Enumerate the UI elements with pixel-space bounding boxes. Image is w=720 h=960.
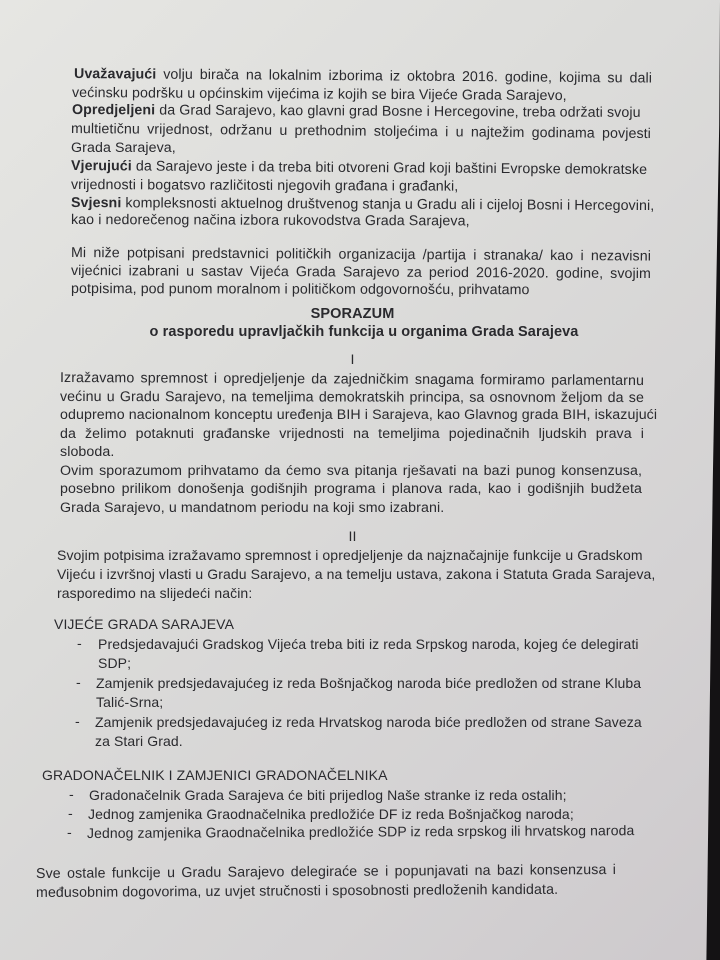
council-heading: VIJEĆE GRADA SARAJEVA — [54, 616, 235, 632]
council-item-line: Zamjenik predsjedavajućeg iz reda Hrvatskog naroda biće predložen od strane Saveza — [95, 714, 642, 730]
preamble-p2-line1 — [72, 102, 641, 121]
mayor-bullet: - — [69, 787, 74, 803]
mayor-bullet: - — [68, 806, 73, 822]
preamble-text: kompleksnosti aktuelnog društvenog stanja u Gradu ali i cijeloj Bosni i Hercegovini, — [125, 195, 655, 215]
council-item-line: Talić-Srna; — [96, 694, 164, 710]
council-item-line: Zamjenik predsjedavajućeg iz reda Bošnjačkog naroda biće predložen od strane Kluba — [96, 675, 642, 691]
preamble-text: da Grad Sarajevo, kao glavni grad Bosne i Hercegovine, treba održati svoju — [159, 102, 641, 121]
preamble-p4-line1 — [71, 195, 654, 214]
closing-line1: Sve ostale funkcije u Gradu Sarajevo delegiraće se i popunjavati na bazi konsenzusa i — [35, 861, 617, 882]
closing-line2: međusobnim dogovorima, uz uvjet stručnosti i sposobnosti predloženih kandidata. — [35, 881, 559, 901]
council-bullet: - — [76, 675, 81, 691]
preamble-p2-line2: multietičnu vrijednost, održanu u prethodnim stoljećima i u najtežim godinama povjesti — [70, 121, 652, 143]
mayor-heading: GRADONAČELNIK I ZAMJENICI GRADONAČELNIKA — [42, 767, 388, 783]
section-numeral-i: I — [350, 352, 355, 368]
preamble-p5-line2: vijećnici izabrani u sastav Vijeća Grada Sarajevo za period 2016-2020. godine, svojim — [70, 263, 652, 283]
preamble-p2-line3: Grada Sarajeva, — [71, 140, 176, 156]
section1-line: Izražavamo spremnost i opredjeljenje da zajedničkim snagama formiramo parlamentarnu — [59, 370, 645, 390]
preamble-p3-line2: vrijednosti i bogatsvo različitosti njegovih građana i građanki, — [70, 177, 459, 195]
mayor-item: Gradonačelnik Grada Sarajeva će biti prijedlog Naše stranke iz reda ostalih; — [89, 787, 567, 803]
mayor-item: Jednog zamjenika Graodnačelnika predložiće SDP iz reda srpskog ili hrvatskog naroda — [86, 822, 635, 841]
council-bullet: - — [77, 636, 82, 652]
council-bullet: - — [75, 714, 80, 730]
mayor-bullet: - — [67, 825, 72, 841]
section1-line: da želimo potaknuti građanske vrijednosti na temeljima pojedinačnih ljudskih prava i — [60, 426, 644, 442]
document-title: SPORAZUM — [310, 306, 395, 322]
section1-line: posebno prilikom donošenja godišnjih programa i planova rada, kao i godišnjih budžeta — [60, 481, 642, 497]
preamble-p4-line2: kao i nedorečenog načina izbora rukovodstva Grada Sarajeva, — [70, 212, 470, 230]
preamble-text: da Sarajevo jeste i da treba biti otvoreni Grad koji baštini Evropske demokratske — [135, 158, 648, 179]
section2-line: Vijeću i izvršnoj vlasti u Gradu Sarajevo, a na temelju ustava, zakona i Statuta Grada Sarajeva, — [57, 566, 656, 582]
preamble-p1-line1 — [74, 66, 652, 87]
preamble-text: volju birača na lokalnim izborima iz oktobra 2016. godine, kojima su dali — [163, 66, 653, 87]
preamble-lead-word: Uvažavajući — [73, 66, 157, 83]
section2-line: rasporedimo na slijedeći način: — [57, 585, 253, 601]
preamble-lead-word: Opredjeljeni — [71, 102, 156, 119]
council-item-line: SDP; — [98, 655, 132, 671]
section1-line: Ovim sporazumom prihvatamo da ćemo sva pitanja rješavati na bazi punog konsenzusa, — [60, 463, 642, 479]
section1-line: većinu u Gradu Sarajevo, na temeljima demokratskih principa, sa osnovnom željom da se — [59, 389, 645, 407]
section2-line: Svojim potpisima izražavamo spremnost i opredjeljenje da najznačajnije funkcije u Gradskom — [57, 547, 643, 563]
section1-line: sloboda. — [60, 444, 115, 460]
photo-edge-background — [704, 0, 720, 960]
section-numeral-ii: II — [348, 529, 357, 545]
preamble-lead-word: Vjerujući — [70, 158, 132, 175]
section1-line: odupremo nacionalnom konceptu uređenja BIH i Sarajeva, kao Glavnog grada BIH, iskazujući — [60, 407, 658, 423]
preamble-p1-line2: većinsku podršku u općinskim vijećima iz kojih se bira Vijeće Grada Sarajevo, — [71, 85, 567, 105]
preamble-p5-line3: potpisima, pod punom moralnom i političkom odgovornošću, prihvatamo — [70, 281, 530, 299]
document-subtitle: o rasporedu upravljačkih funkcija u organima Grada Sarajeva — [149, 324, 579, 340]
preamble-p5-line1: Mi niže potpisani predstavnici političkih organizacija /partija i stranaka/ kao i nezavisni — [70, 245, 652, 265]
preamble-lead-word: Svjesni — [70, 195, 122, 212]
section1-line: Grada Sarajevo, u mandatnom periodu na koji smo izabrani. — [60, 500, 445, 516]
preamble-p3-line1 — [71, 158, 647, 178]
mayor-item: Jednog zamjenika Graodnačelnika predložiće DF iz reda Bošnjačkog naroda; — [88, 806, 574, 822]
council-item-line: za Stari Grad. — [95, 733, 183, 749]
council-item-line: Predsjedavajući Gradskog Vijeća treba biti iz reda Srpskog naroda, kojeg će delegirati — [98, 636, 639, 652]
